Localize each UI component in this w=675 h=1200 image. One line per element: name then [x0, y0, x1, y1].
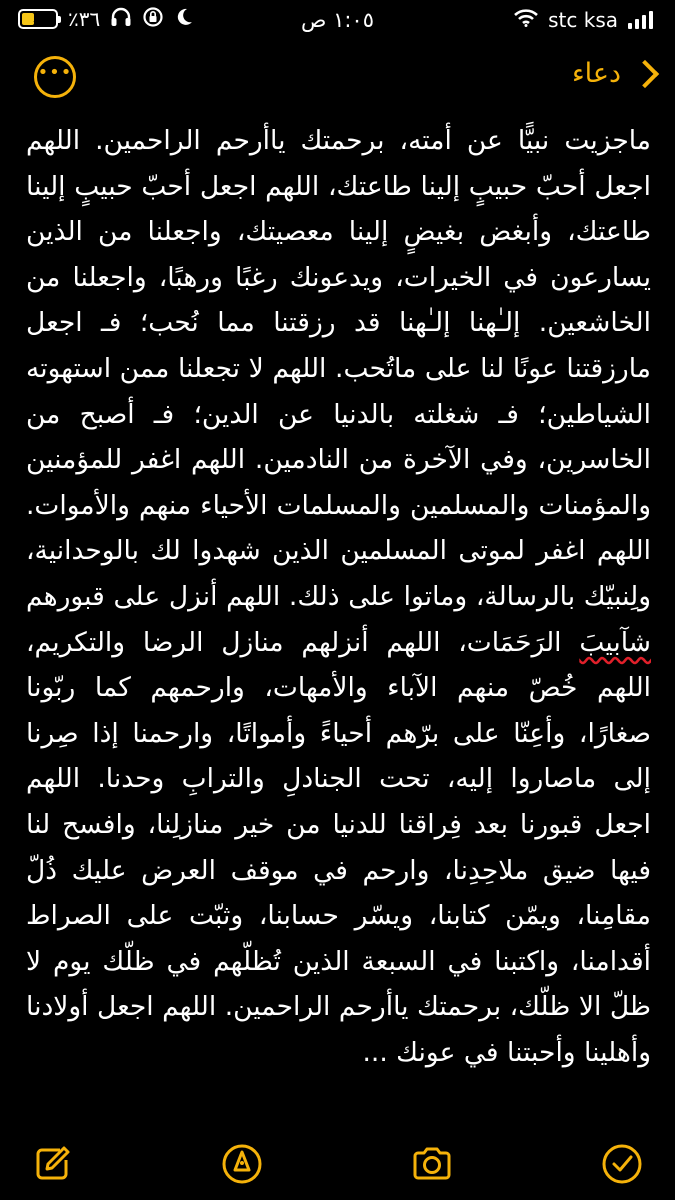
camera-button[interactable] [410, 1142, 454, 1186]
checklist-icon [600, 1142, 644, 1186]
signal-icon [628, 11, 653, 29]
back-label: دعاء [571, 58, 621, 89]
more-options-button[interactable] [34, 56, 76, 98]
checklist-button[interactable] [600, 1142, 644, 1186]
back-button[interactable] [572, 58, 659, 89]
status-bar [0, 0, 675, 40]
carrier-name: stc ksa [548, 8, 618, 32]
status-time: ١:٠٥ ص [301, 8, 374, 32]
camera-icon [410, 1142, 454, 1186]
compose-button[interactable] [30, 1142, 74, 1186]
status-right-group [514, 8, 653, 32]
battery-percent: ٪٣٦ [68, 7, 101, 31]
ellipsis-circle-icon: ••• [37, 62, 73, 83]
misspelled-word[interactable]: شآبيبَ [579, 626, 651, 658]
navigation-bar [0, 48, 675, 110]
bottom-toolbar [0, 1128, 675, 1200]
battery-charging-icon: ⚡ [18, 9, 58, 29]
note-text-part-1: ماجزيت نبيًّا عن أمته، برحمتك ياأرحم الراحمين. اللهم اجعل أحبّ حبيبٍ إلينا طاعتك، اللهم اجعل أحبّ حبيبٍ إلينا طاعتك، وأبغض بغيضٍ إلينا معصيتك، واجعلنا من الذين يسارعون في الخيرات، ويدعونك رغبًا ورهبًا، واجعلنا من الخاشعين. إلـٰهنا إلـٰهنا قد رزقتنا مما نُحب؛ فـ اجعل مارزقتنا عونًا لنا على ماتُحب. اللهم لا تجعلنا ممن استهوته الشياطين؛ فـ شغلته بالدنيا عن الدين؛ فـ أصبح من الخاسرين، وفي الآخرة من النادمين. اللهم اغفر للمؤمنين والمؤمنات والمسلمين والمسلمات الأحياء منهم والأموات. اللهم اغفر لموتى المسلمين الذين شهدوا لك بالوحدانية، ولِنبيّك بالرسالة، وماتوا على ذلك. اللهم أنزل على قبورهم [26, 125, 651, 612]
note-text-editor[interactable] [26, 118, 651, 1138]
compose-icon [30, 1142, 74, 1186]
wifi-icon [514, 9, 538, 31]
markup-pen-icon [220, 1142, 264, 1186]
chevron-back-icon [631, 59, 659, 87]
note-text-part-2: الرَحَمَات، اللهم أنزلهم منازل الرضا والتكريم، اللهم خُصّ منهم الآباء والأمهات، وارحمهم كما ربّونا صغارًا، وأعِنّا على برّهم أحياءً وأمواتًا، وارحمنا إذا صِرنا إلى ماصاروا إليه، تحت الجنادلِ والترابِ وحدنا. اللهم اجعل قبورنا بعد فِراقنا للدنيا من خير منازلِنا، وافسح لنا فيها ضيق ملاحِدِنا، وارحم في موقف العرض عليك ذُلّ مقامِنا، ويمّن كتابنا، ويسّر حسابنا، وثبّت على الصراط أقدامنا، واكتبنا في السبعة الذين تُظلّهم في ظلّك يوم لا ظلّ الا ظلّك، برحمتك ياأرحم الراحمين. اللهم اجعل أولادنا وأهلينا وأحبتنا في عونك ... [26, 626, 651, 1068]
markup-button[interactable] [220, 1142, 264, 1186]
